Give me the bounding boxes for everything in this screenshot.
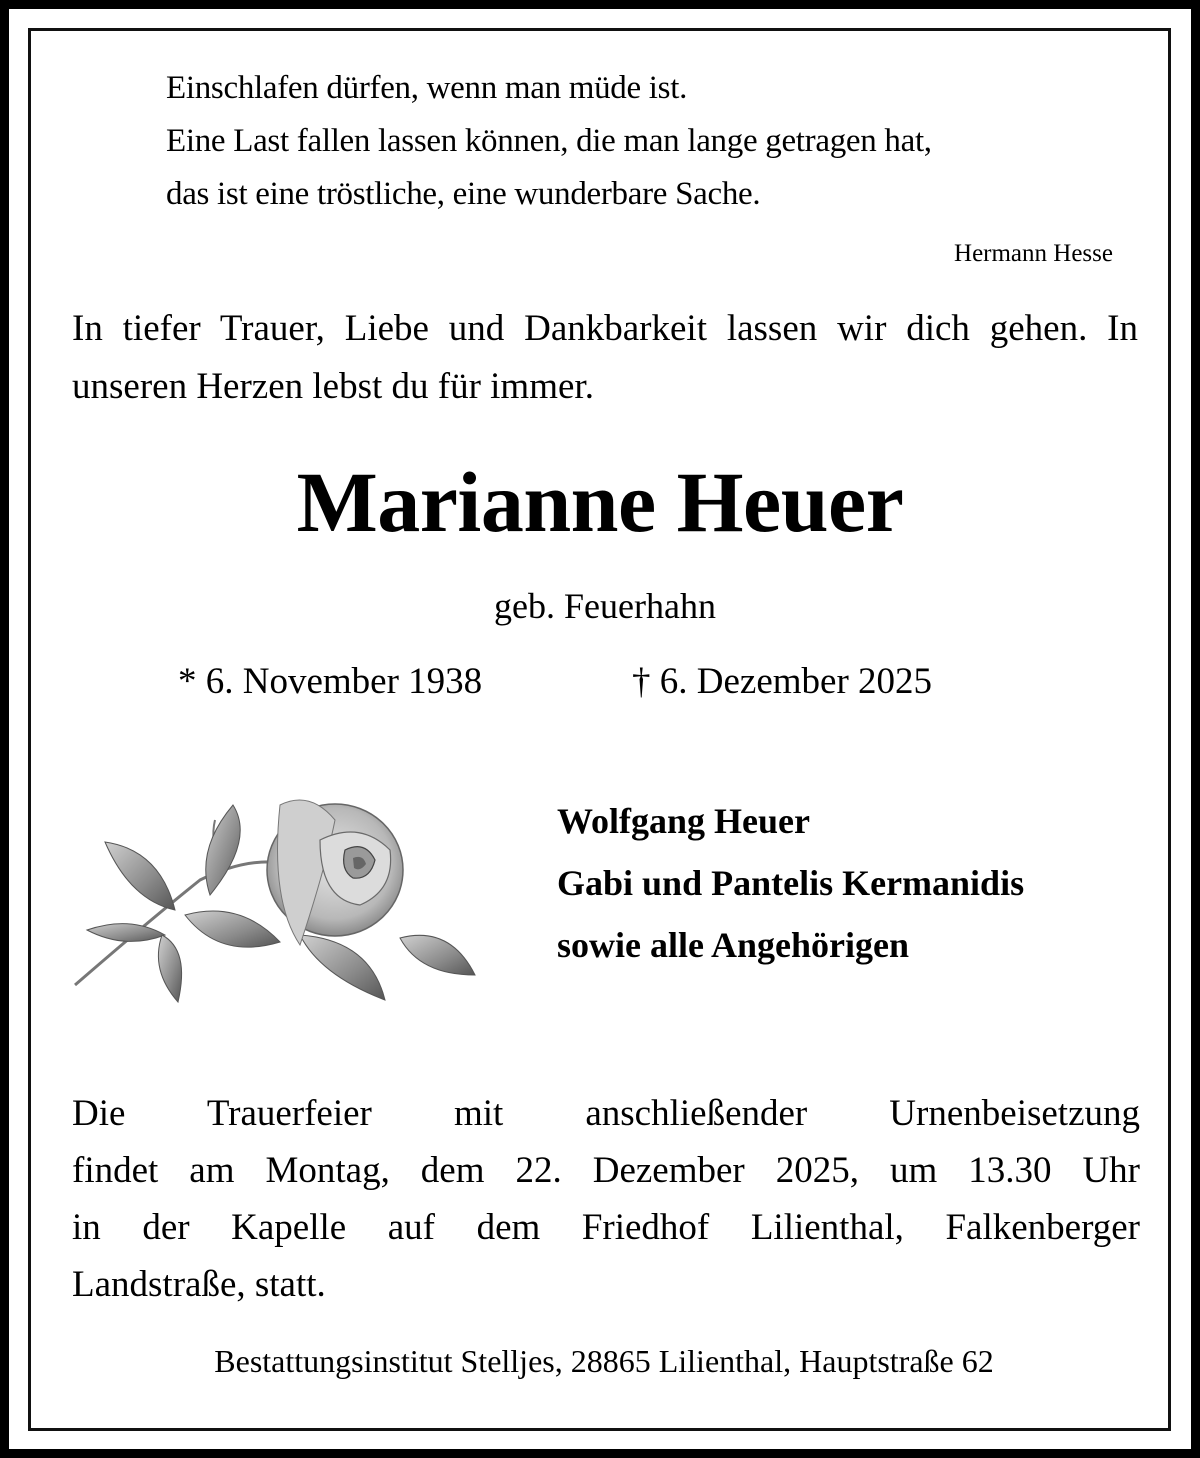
hesse-quote — [166, 62, 932, 221]
quote-author: Hermann Hesse — [954, 240, 1113, 267]
quote-line: Einschlafen dürfen, wenn man müde ist. — [166, 70, 688, 106]
mourner: Wolfgang Heuer — [557, 801, 810, 841]
undertaker-info: Bestattungsinstitut Stelljes, 28865 Lilienthal, Hauptstraße 62 — [214, 1343, 994, 1379]
quote-line: Eine Last fallen lassen können, die man lange getragen hat, — [166, 123, 932, 159]
mourners-list — [557, 790, 1024, 976]
quote-line: das ist eine tröstliche, eine wunderbare Sache. — [166, 176, 761, 212]
service-line: Landstraße, statt. — [72, 1264, 326, 1305]
mourner: sowie alle Angehörigen — [557, 925, 909, 965]
death-date: † 6. Dezember 2025 — [632, 661, 933, 702]
deceased-name: Marianne Heuer — [296, 454, 904, 550]
service-info — [72, 1085, 1140, 1313]
service-line: in der Kapelle auf dem Friedhof Lilienthal, Falkenberger — [72, 1207, 1140, 1248]
intro-text: In tiefer Trauer, Liebe und Dankbarkeit lassen wir dich gehen. In unseren Herzen lebst du für immer. — [72, 308, 1138, 407]
mourner: Gabi und Pantelis Kermanidis — [557, 863, 1025, 903]
service-line: findet am Montag, dem 22. Dezember 2025, um 13.30 Uhr — [72, 1150, 1140, 1191]
maiden-name: geb. Feuerhahn — [494, 586, 716, 626]
service-line: Die Trauerfeier mit anschließender Urnenbeisetzung — [72, 1093, 1140, 1134]
birth-date: * 6. November 1938 — [178, 661, 483, 702]
rose-icon — [70, 780, 480, 1005]
